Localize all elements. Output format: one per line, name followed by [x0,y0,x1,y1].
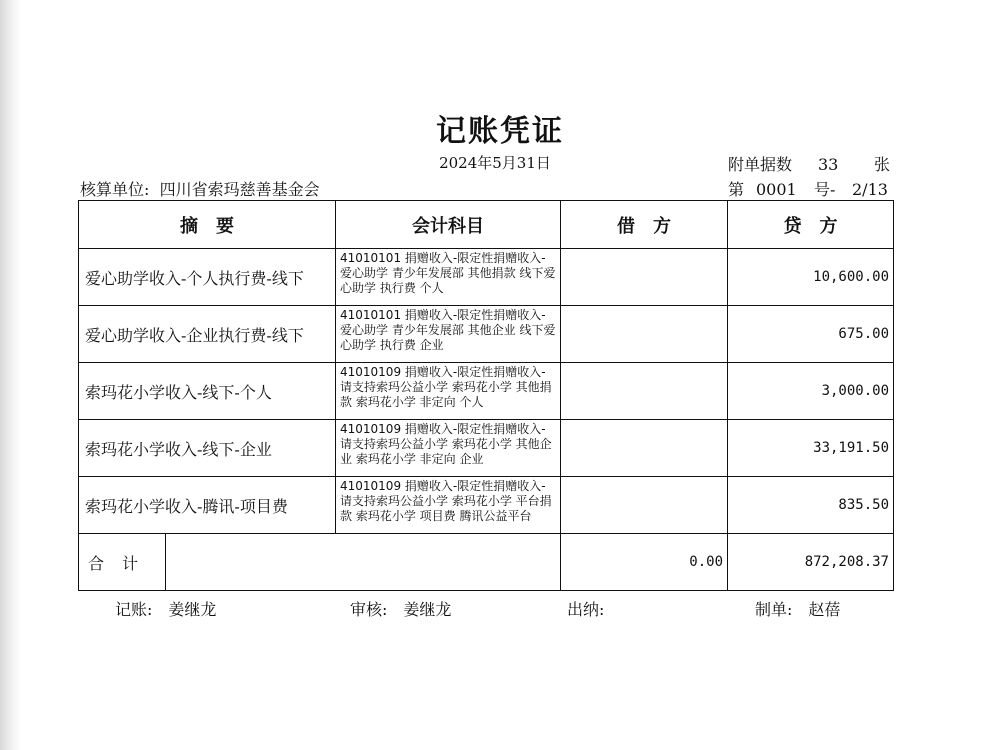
row-account: 41010109 捐赠收入-限定性捐赠收入-请支持索玛公益小学 索玛花小学 平台捐款 索玛花小学 项目费 腾讯公益平台 [336,477,561,534]
table-header-row [79,201,894,249]
accounting-unit [80,177,320,200]
row-credit: 835.50 [728,477,894,534]
total-label: 合计 [79,534,166,591]
table-row [79,249,894,306]
row-debit [561,420,728,477]
header-credit: 贷 方 [728,201,894,249]
unit-name: 四川省索玛慈善基金会 [159,180,320,199]
unit-label: 核算单位: [80,180,150,199]
total-debit: 0.00 [561,534,728,591]
row-credit: 3,000.00 [728,363,894,420]
table-row [79,420,894,477]
voucher-table [78,200,894,591]
total-credit: 872,208.37 [728,534,894,591]
signature-bookkeeper: 记账: 姜继龙 [115,600,217,619]
voucher-prefix: 第 [728,180,745,199]
voucher-suffix: 号- [814,180,836,199]
attachment-number: 33 [818,155,839,174]
row-summary: 索玛花小学收入-腾讯-项目费 [79,477,336,534]
table-row [79,306,894,363]
table-row [79,477,894,534]
row-debit [561,306,728,363]
signature-reviewer: 审核: 姜继龙 [350,600,452,619]
total-row [79,534,894,591]
attachment-unit: 张 [874,155,891,174]
row-account: 41010109 捐赠收入-限定性捐赠收入-请支持索玛公益小学 索玛花小学 其他捐款 索玛花小学 非定向 个人 [336,363,561,420]
row-credit: 675.00 [728,306,894,363]
row-debit [561,363,728,420]
voucher-date: 2024年5月31日 [439,154,551,172]
row-account: 41010101 捐赠收入-限定性捐赠收入-爱心助学 青少年发展部 其他企业 线下爱心助学 执行费 企业 [336,306,561,363]
document-title: 记账凭证 [436,114,564,149]
row-summary: 索玛花小学收入-线下-企业 [79,420,336,477]
row-account: 41010101 捐赠收入-限定性捐赠收入-爱心助学 青少年发展部 其他捐款 线下爱心助学 执行费 个人 [336,249,561,306]
signature-preparer: 制单: 赵蓓 [755,600,841,619]
total-blank-cell [166,534,561,591]
row-credit: 10,600.00 [728,249,894,306]
attachment-count [728,152,890,175]
voucher-page: 2/13 [852,180,888,199]
header-summary: 摘 要 [79,201,336,249]
header-debit: 借 方 [561,201,728,249]
voucher-number [728,177,888,200]
row-debit [561,477,728,534]
row-credit: 33,191.50 [728,420,894,477]
row-summary: 索玛花小学收入-线下-个人 [79,363,336,420]
signature-cashier: 出纳: [567,600,605,619]
table-row [79,363,894,420]
voucher-number-value: 0001 [756,180,797,199]
row-account: 41010109 捐赠收入-限定性捐赠收入-请支持索玛公益小学 索玛花小学 其他企业 索玛花小学 非定向 企业 [336,420,561,477]
row-summary: 爱心助学收入-个人执行费-线下 [79,249,336,306]
row-debit [561,249,728,306]
header-account: 会计科目 [336,201,561,249]
attachment-label: 附单据数 [728,155,793,174]
row-summary: 爱心助学收入-企业执行费-线下 [79,306,336,363]
